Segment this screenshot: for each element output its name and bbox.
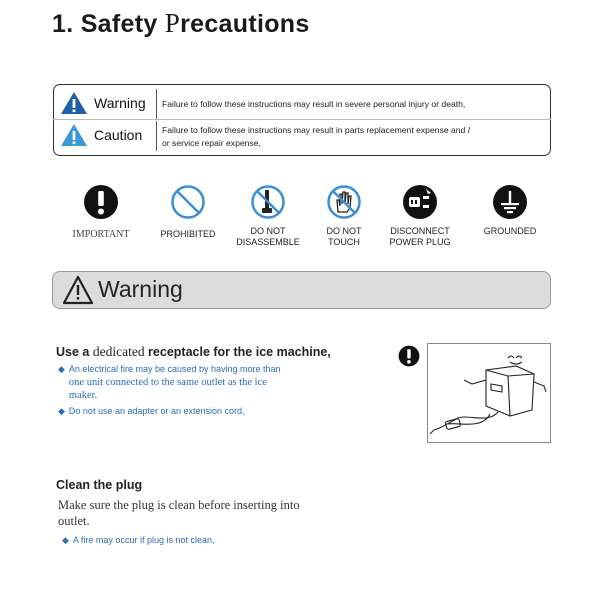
exclamation-icon [83, 184, 119, 220]
symbol-label: DISCONNECT [390, 226, 450, 236]
legend-warning-row [54, 89, 550, 117]
do-not-touch-icon [326, 184, 362, 220]
prohibited-icon [170, 184, 206, 220]
body-line: Make sure the plug is clean before inserting into [58, 498, 300, 512]
do-not-disassemble-icon [250, 184, 286, 220]
caution-desc-line1: Failure to follow these instructions may result in parts replacement expense and / [162, 125, 471, 135]
caution-label-text: Caution [94, 127, 143, 143]
section1-bullet-list [58, 363, 388, 418]
caution-description [162, 124, 470, 150]
symbol-label: DO NOT [250, 226, 286, 236]
symbol-disconnect-plug [382, 184, 458, 248]
legend-caution-row [54, 121, 550, 153]
diamond-icon: ◆ [58, 406, 65, 416]
diamond-icon: ◆ [58, 364, 65, 374]
diamond-icon: ◆ [62, 535, 69, 545]
bullet-item [62, 534, 215, 547]
legend-warning-label [60, 91, 146, 115]
warning-outline-icon [62, 275, 94, 305]
body-line: outlet. [58, 514, 90, 528]
warning-banner [52, 271, 551, 309]
title-rest: recautions [180, 10, 310, 38]
symbol-do-not-touch [308, 184, 380, 248]
bullet-text: maker. [68, 390, 98, 401]
section2-heading: Clean the plug [56, 478, 143, 492]
exclamation-icon [398, 345, 420, 367]
ice-machine-illustration [427, 343, 551, 443]
bullet-text: one unit connected to the same outlet as the ice [68, 377, 267, 388]
title-prefix: 1. Safety [52, 10, 165, 38]
section1-heading [56, 344, 331, 360]
bullet-text: A fire may occur if plug is not clean, [72, 535, 215, 545]
banner-title: Warning [98, 276, 183, 302]
symbol-grounded [474, 184, 546, 237]
caution-triangle-icon [60, 123, 88, 147]
symbol-label: DO NOT [326, 226, 362, 236]
title-p: P [164, 8, 181, 38]
bullet-text: Do not use an adapter or an extension cord, [68, 406, 245, 416]
legend-divider [156, 89, 157, 119]
heading-part: receptacle for the ice machine, [144, 345, 331, 359]
warning-description: Failure to follow these instructions may result in severe personal injury or death, [162, 99, 466, 109]
ground-icon [492, 184, 528, 220]
symbol-important [66, 184, 136, 240]
warning-label-text: Warning [94, 95, 146, 111]
symbol-label: IMPORTANT [72, 229, 130, 240]
caution-desc-line2: or service repair expense, [162, 138, 261, 148]
symbol-label-line2: TOUCH [328, 237, 360, 247]
symbol-prohibited [152, 184, 224, 240]
warning-triangle-icon [60, 91, 88, 115]
bullet-item [58, 405, 388, 418]
heading-part-serif: dedicated [92, 344, 145, 359]
heading-part: Use a [56, 345, 93, 359]
symbol-label: GROUNDED [483, 226, 537, 236]
ice-maker-plug-illustration [428, 344, 550, 442]
legend-divider [156, 121, 157, 151]
legend-box [53, 84, 551, 156]
page-title [52, 8, 310, 39]
symbol-do-not-disassemble [232, 184, 304, 248]
bullet-text: An electrical fire may be caused by having more than [68, 364, 281, 374]
legend-caution-label [60, 123, 142, 147]
bullet-item [58, 363, 388, 402]
symbol-label-line2: DISASSEMBLE [236, 237, 300, 247]
disconnect-plug-icon [402, 184, 438, 220]
symbol-label-line2: POWER PLUG [389, 237, 451, 247]
legend-separator [53, 119, 551, 120]
symbol-label: PROHIBITED [160, 229, 216, 239]
section2-body [58, 497, 388, 529]
